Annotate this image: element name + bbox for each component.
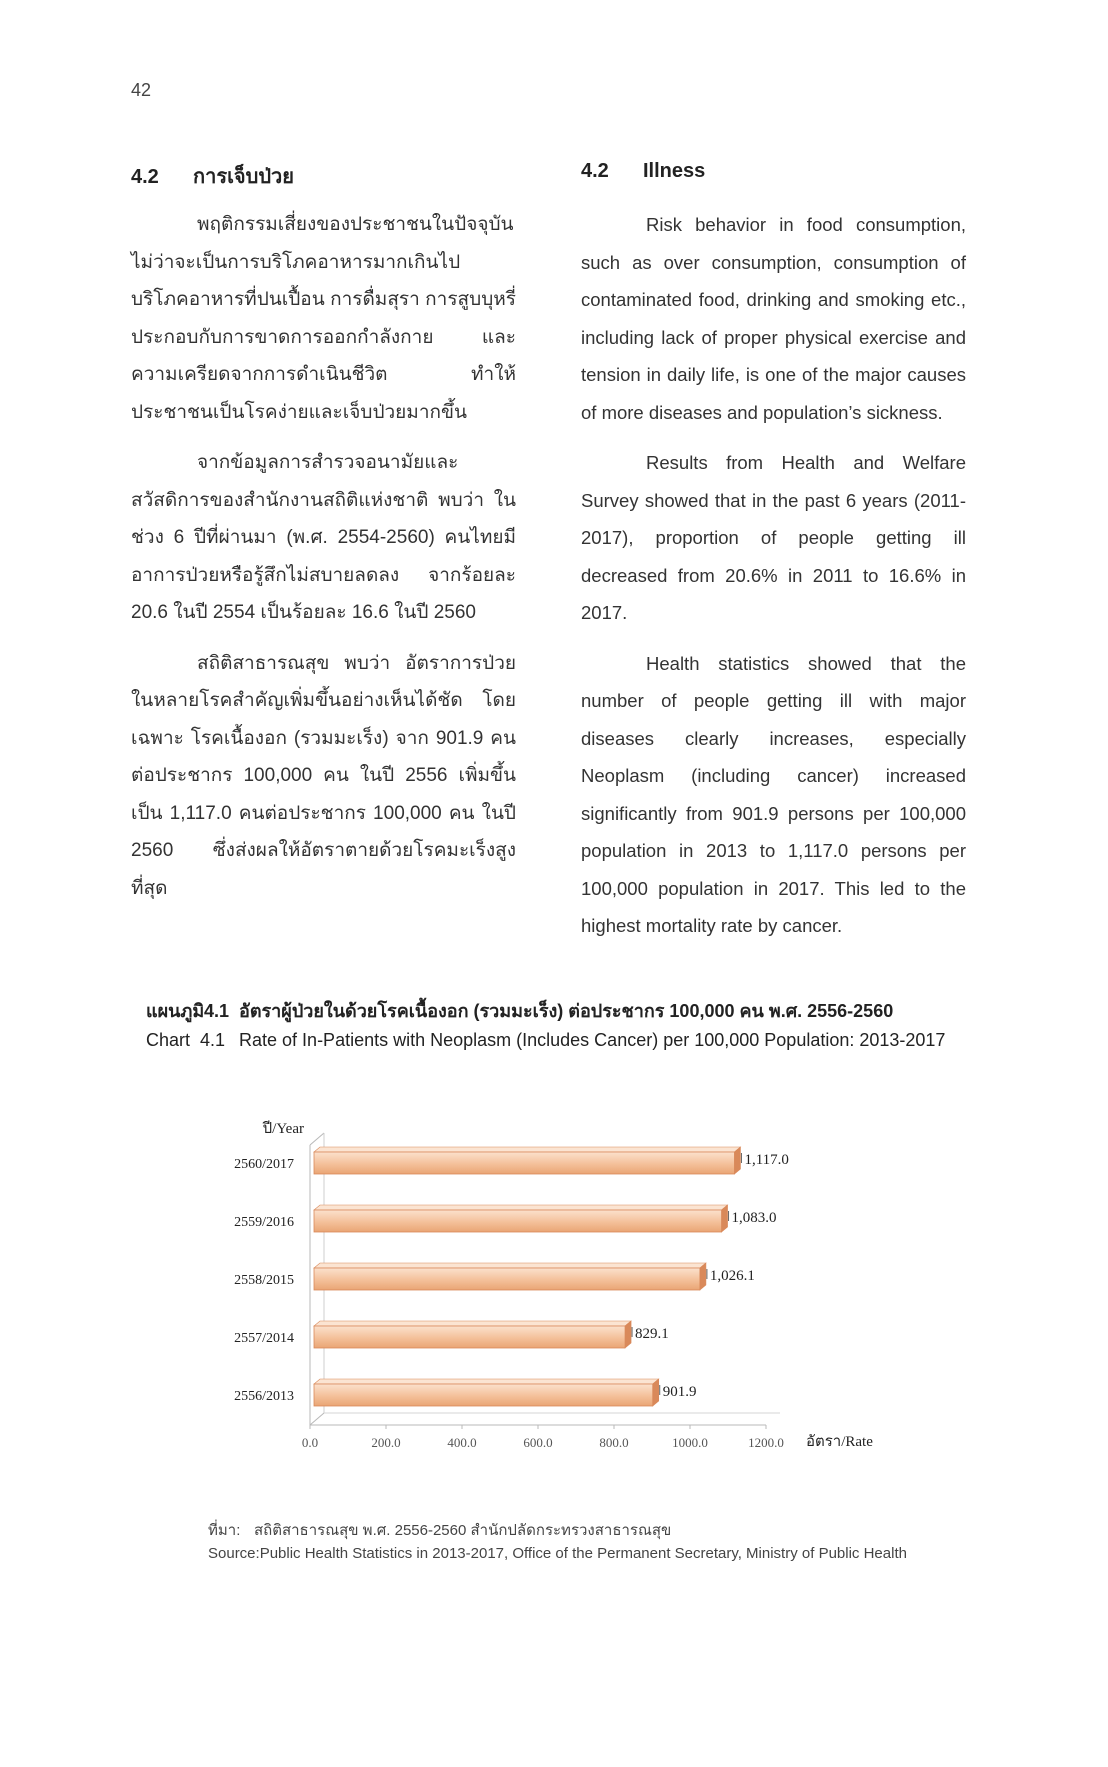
bar — [314, 1384, 653, 1406]
bar-top-face — [314, 1147, 740, 1152]
x-tick-label: 600.0 — [523, 1435, 553, 1450]
x-tick-label: 0.0 — [301, 1435, 319, 1450]
x-tick-label: 800.0 — [599, 1435, 629, 1450]
category-label: 2559/2016 — [234, 1215, 294, 1230]
english-paragraph-1: Risk behavior in food consumption, such as over consumption, consumption of contaminated food, drinking and smoking etc., including lack of proper physical exercise and tension in daily life, is one of the major causes of more diseases and population’s sickness. — [581, 214, 966, 423]
category-label: 2556/2013 — [234, 1389, 294, 1404]
category-label: 2557/2014 — [234, 1331, 294, 1346]
thai-paragraph-1: พฤติกรรมเสี่ยงของประชาชนในปัจจุบัน ไม่ว่าจะเป็นการบริโภคอาหารมากเกินไป บริโภคอาหารที่ปนเปื้อน การดื่มสุรา การสูบบุหรี่ ประกอบกับการขาดการออกกำลังกาย และความเครียดจากการดำเนินชีวิต ทำให้ประชาชนเป็นโรคง่ายและเจ็บป่วยมากขึ้น — [131, 214, 516, 423]
english-paragraph-3: Health statistics showed that the number of people getting ill with major diseases clearly increases, especially Neoplasm (including cancer) increased significantly from 901.9 persons per 100,000 population in 2013 to 1,117.0 persons per 100,000 population in 2017. This led to the highest mortality rate by cancer. — [581, 652, 966, 936]
page-number: 42 — [131, 80, 152, 100]
y-axis-title: ปี/Year — [262, 1121, 304, 1137]
x-tick-label: 1000.0 — [672, 1435, 708, 1450]
chart-title-thai-number: 4.1 — [204, 1001, 230, 1021]
thai-section-heading — [131, 160, 516, 188]
floor-depth-edge — [310, 1413, 324, 1425]
thai-paragraph-2: จากข้อมูลการสำรวจอนามัยและสวัสดิการของสำนักงานสถิติแห่งชาติ พบว่า ในช่วง 6 ปีที่ผ่านมา (พ.ศ. 2554-2560) คนไทยมีอาการป่วยหรือรู้สึกไม่สบายลดลง จากร้อยละ 20.6 ในปี 2554 เป็นร้อยละ 16.6 ในปี 2560 — [131, 452, 516, 623]
chart-title-thai — [146, 996, 893, 1025]
value-label: 1,026.1 — [709, 1268, 755, 1284]
source-thai-label: ที่มา: — [208, 1522, 241, 1539]
bar — [314, 1152, 734, 1174]
thai-column — [131, 160, 516, 920]
english-paragraph-2: Results from Health and Welfare Survey showed that in the past 6 years (2011-2017), proportion of people getting ill decreased from 20.6% in 2011 to 16.6% in 2017. — [581, 452, 966, 623]
chart-title-english — [146, 1030, 945, 1051]
chart-title-english-label: Chart — [146, 1030, 191, 1050]
bar-side-face — [734, 1147, 740, 1174]
bar-top-face — [314, 1205, 728, 1210]
category-label: 2558/2015 — [234, 1273, 294, 1288]
thai-heading-title: การเจ็บป่วย — [193, 166, 294, 188]
source-thai-text: สถิติสาธารณสุข พ.ศ. 2556-2560 สำนักปลัดกระทรวงสาธารณสุข — [254, 1522, 672, 1539]
english-section-heading — [581, 160, 966, 184]
chart-title-english-text: Rate of In-Patients with Neoplasm (Includes Cancer) per 100,000 Population: 2013-2017 — [239, 1030, 946, 1050]
bar — [314, 1326, 625, 1348]
bar — [314, 1268, 700, 1290]
y-axis-depth-top — [310, 1133, 324, 1145]
neoplasm-rate-bar-chart — [200, 1115, 880, 1480]
bar-side-face — [653, 1379, 659, 1406]
category-label: 2560/2017 — [234, 1157, 294, 1172]
x-tick-label: 1200.0 — [748, 1435, 784, 1450]
chart-bars — [314, 1147, 740, 1406]
value-label: 829.1 — [635, 1326, 669, 1342]
bar-top-face — [314, 1321, 631, 1326]
english-heading-title: Illness — [643, 160, 706, 182]
value-label: 1,083.0 — [731, 1210, 777, 1226]
bar — [314, 1210, 722, 1232]
english-heading-number: 4.2 — [581, 160, 609, 182]
source-english: Source:Public Health Statistics in 2013-2017, Office of the Permanent Secretary, Ministry of Public Health — [208, 1545, 907, 1562]
thai-paragraph-3: สถิติสาธารณสุข พบว่า อัตราการป่วยในหลายโรคสำคัญเพิ่มขึ้นอย่างเห็นได้ชัด โดยเฉพาะ โรคเนื้องอก (รวมมะเร็ง) จาก 901.9 คนต่อประชากร 100,000 คน ในปี 2556 เพิ่มขึ้นเป็น 1,117.0 คนต่อประชากร 100,000 คน ในปี 2560 ซึ่งส่งผลให้อัตราตายด้วยโรคมะเร็งสูงที่สุด — [131, 652, 516, 899]
english-column — [581, 160, 966, 958]
x-tick-label: 200.0 — [371, 1435, 401, 1450]
x-tick-label: 400.0 — [447, 1435, 477, 1450]
value-label: 901.9 — [662, 1384, 697, 1400]
source-thai — [208, 1518, 671, 1542]
thai-heading-number: 4.2 — [131, 166, 159, 188]
bar-side-face — [625, 1321, 631, 1348]
value-label: 1,117.0 — [744, 1152, 789, 1168]
bar-top-face — [314, 1379, 659, 1384]
bar-side-face — [722, 1205, 728, 1232]
chart-title-english-number: 4.1 — [200, 1030, 226, 1050]
chart-title-thai-label: แผนภูมิ — [146, 1001, 205, 1021]
bar-side-face — [700, 1263, 706, 1290]
chart-title-thai-text: อัตราผู้ป่วยในด้วยโรคเนื้องอก (รวมมะเร็ง) ต่อประชากร 100,000 คน พ.ศ. 2556-2560 — [239, 1001, 894, 1021]
x-axis-title: อัตรา/Rate — [806, 1434, 873, 1450]
bar-top-face — [314, 1263, 706, 1268]
